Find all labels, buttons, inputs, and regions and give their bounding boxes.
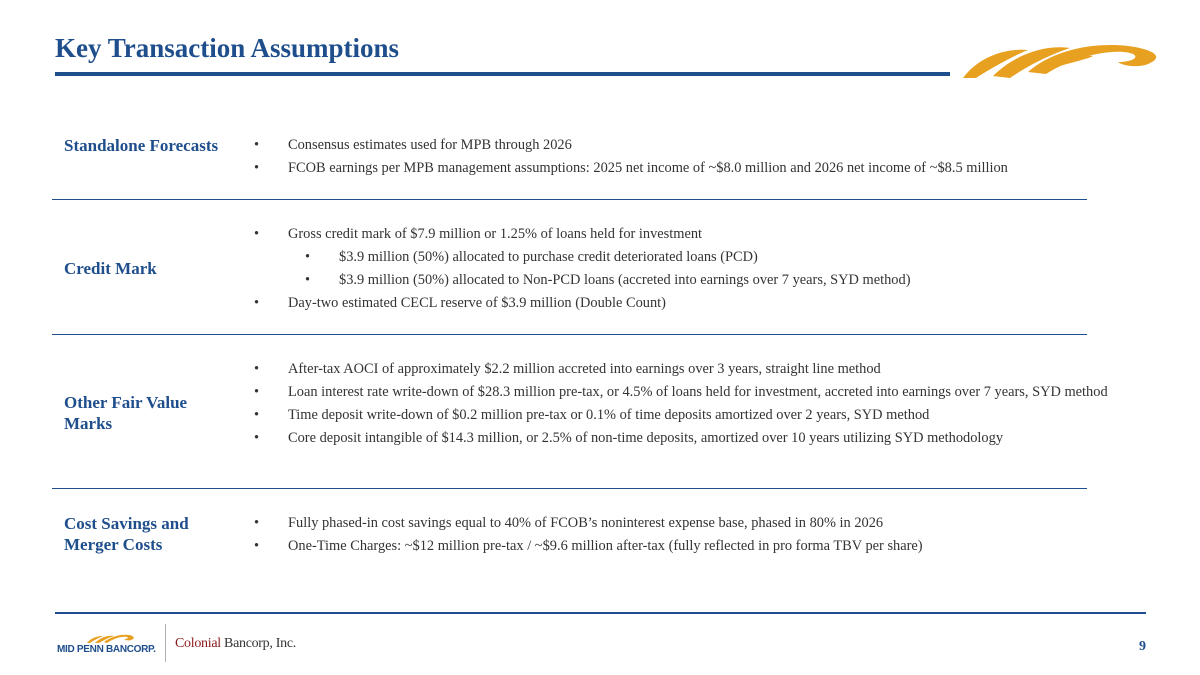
other-fair-value-marks-list: [250, 360, 1120, 452]
list-item: • Day-two estimated CECL reserve of $3.9 million (Double Count): [250, 294, 1120, 312]
mid-penn-swoosh-icon: [85, 634, 135, 644]
page-number: 9: [1139, 639, 1146, 654]
list-item: • $3.9 million (50%) allocated to purchase credit deteriorated loans (PCD): [250, 248, 1120, 266]
footer-logo-divider: [165, 624, 166, 662]
colonial-bancorp-logo: [175, 636, 296, 652]
title-rule: [55, 72, 950, 76]
list-item: • FCOB earnings per MPB management assumptions: 2025 net income of ~$8.0 million and 2026 net income of ~$8.5 million: [250, 159, 1120, 177]
cost-savings-list: [250, 514, 1120, 560]
section-label-credit-mark: Credit Mark: [64, 259, 157, 278]
credit-mark-list: [250, 225, 1120, 317]
list-item: • Time deposit write-down of $0.2 million pre-tax or 0.1% of time deposits amortized over 2 years, SYD method: [250, 406, 1120, 424]
list-item: • Core deposit intangible of $14.3 million, or 2.5% of non-time deposits, amortized over 10 years utilizing SYD methodology: [250, 429, 1120, 447]
page-title: Key Transaction Assumptions: [55, 33, 400, 63]
colonial-suffix: Bancorp, Inc.: [220, 636, 296, 651]
section-divider: [52, 199, 1087, 200]
list-item: • Fully phased-in cost savings equal to 40% of FCOB’s noninterest expense base, phased in 80% in 2026: [250, 514, 1120, 532]
list-item: • Consensus estimates used for MPB through 2026: [250, 136, 1120, 154]
colonial-initial: C: [175, 636, 185, 651]
list-item: • $3.9 million (50%) allocated to Non-PCD loans (accreted into earnings over 7 years, SYD method): [250, 271, 1120, 289]
section-divider: [52, 334, 1087, 335]
footer-rule: [55, 612, 1146, 614]
colonial-word: olonial: [184, 636, 221, 651]
section-divider: [52, 488, 1087, 489]
list-item: • One-Time Charges: ~$12 million pre-tax / ~$9.6 million after-tax (fully reflected in pro forma TBV per share): [250, 537, 1120, 555]
section-label-standalone-forecasts: Standalone Forecasts: [64, 136, 219, 155]
list-item: • Gross credit mark of $7.9 million or 1.25% of loans held for investment: [250, 225, 1120, 243]
section-label-cost-savings: Cost Savings and Merger Costs: [64, 514, 189, 554]
standalone-forecasts-list: [250, 136, 1120, 182]
mid-penn-bancorp-logo: [57, 634, 157, 656]
mid-penn-logo-icon: [958, 40, 1163, 82]
list-item: • Loan interest rate write-down of $28.3 million pre-tax, or 4.5% of loans held for investment, accreted into earnings over 7 years, SYD method: [250, 383, 1120, 401]
mid-penn-bancorp-wordmark: MID PENN BANCORP.: [57, 644, 156, 655]
section-label-other-fair-value-marks: Other Fair Value Marks: [64, 393, 188, 433]
list-item: • After-tax AOCI of approximately $2.2 million accreted into earnings over 3 years, straight line method: [250, 360, 1120, 378]
